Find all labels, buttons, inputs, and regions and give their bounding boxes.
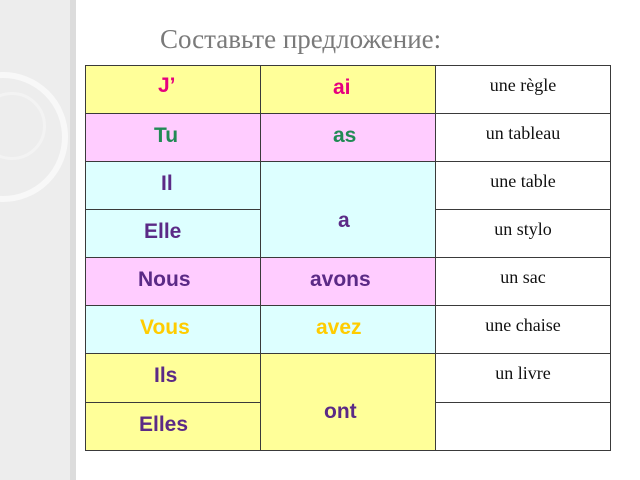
verb-cell — [260, 305, 436, 354]
verb-avez: avez — [316, 316, 362, 339]
verb-cell — [260, 113, 436, 162]
verb-cell — [260, 161, 436, 258]
pronoun-cell — [85, 353, 261, 403]
noun-regle: une règle — [489, 75, 557, 95]
pronoun-cell — [85, 161, 261, 210]
noun-cell — [435, 305, 611, 354]
noun-cell — [435, 65, 611, 114]
pronoun-je: J’ — [158, 74, 176, 97]
verb-ont: ont — [324, 400, 357, 423]
pronoun-ils: Ils — [154, 364, 178, 387]
noun-table: une table — [490, 171, 556, 191]
conjugation-table — [85, 65, 611, 451]
pronoun-cell — [85, 257, 261, 306]
noun-cell — [435, 209, 611, 258]
pronoun-elles: Elles — [139, 413, 189, 436]
noun-cell — [435, 257, 611, 306]
noun-sac: un sac — [500, 267, 546, 287]
noun-tableau: un tableau — [485, 123, 561, 143]
verb-avons: avons — [310, 268, 371, 291]
verb-a: a — [338, 209, 350, 232]
pronoun-cell — [85, 402, 261, 451]
verb-cell — [260, 257, 436, 306]
verb-cell — [260, 353, 436, 451]
pronoun-vous: Vous — [140, 316, 190, 339]
verb-as: as — [333, 124, 357, 147]
pronoun-il: Il — [161, 172, 173, 195]
pronoun-cell — [85, 305, 261, 354]
noun-cell — [435, 161, 611, 210]
verb-cell — [260, 65, 436, 114]
noun-cell — [435, 353, 611, 403]
pronoun-tu: Tu — [154, 124, 179, 147]
pronoun-cell — [85, 209, 261, 258]
noun-cell-empty — [435, 402, 611, 451]
pronoun-elle: Elle — [144, 220, 182, 243]
page-title: Составьте предложение: — [160, 24, 442, 54]
decor-shade — [70, 0, 76, 480]
noun-cell — [435, 113, 611, 162]
noun-livre: un livre — [495, 363, 551, 383]
pronoun-cell — [85, 65, 261, 114]
noun-chaise: une chaise — [485, 315, 561, 335]
pronoun-nous: Nous — [138, 268, 191, 291]
verb-ai: ai — [333, 76, 351, 99]
slide-decoration — [0, 0, 70, 480]
noun-stylo: un stylo — [494, 219, 552, 239]
pronoun-cell — [85, 113, 261, 162]
